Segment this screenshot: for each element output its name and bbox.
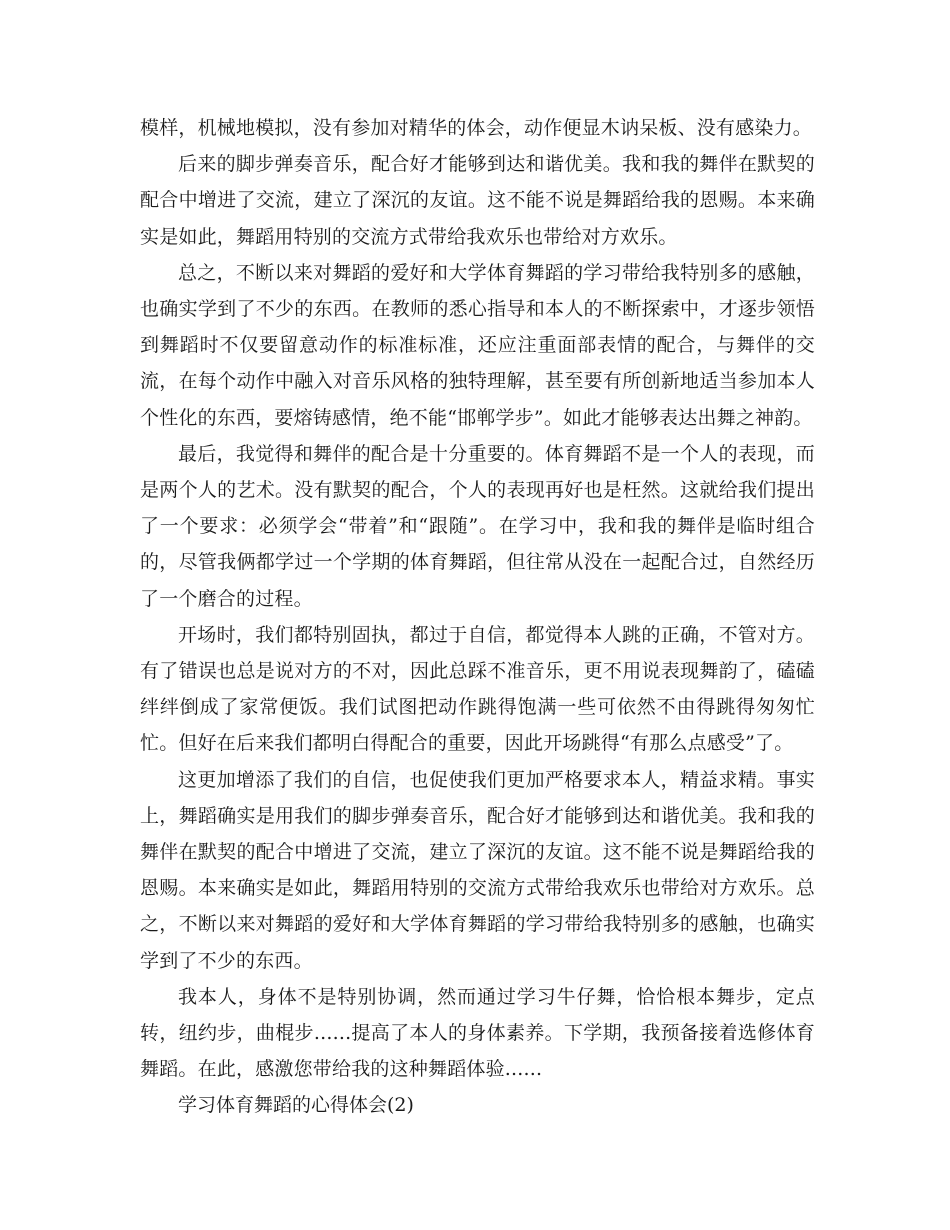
paragraph: 总之，不断以来对舞蹈的爱好和大学体育舞蹈的学习带给我特别多的感触，也确实学到了不少的东西。在教师的悉心指导和本人的不断探索中，才逐步领悟到舞蹈时不仅要留意动作的标准标准，还应注重面部表情的配合，与舞伴的交流，在每个动作中融入对音乐风格的独特理解，甚至要有所创新地适当参加本人个性化的东西，要熔铸感情，绝不能“邯郸学步”。如此才能够表达出舞之神韵。: [140, 261, 815, 429]
paragraph: 开场时，我们都特别固执，都过于自信，都觉得本人跳的正确，不管对方。有了错误也总是说对方的不对，因此总踩不准音乐，更不用说表现舞韵了，磕磕绊绊倒成了家常便饭。我们试图把动作跳得饱满一些可依然不由得跳得匆匆忙忙。但好在后来我们都明白得配合的重要，因此开场跳得“有那么点感受”了。: [140, 623, 815, 755]
paragraph: 最后，我觉得和舞伴的配合是十分重要的。体育舞蹈不是一个人的表现，而是两个人的艺术。没有默契的配合，个人的表现再好也是枉然。这就给我们提出了一个要求：必须学会“带着”和“跟随”。在学习中，我和我的舞伴是临时组合的，尽管我俩都学过一个学期的体育舞蹈，但往常从没在一起配合过，自然经历了一个磨合的过程。: [140, 442, 815, 610]
paragraph: 我本人，身体不是特别协调，然而通过学习牛仔舞，恰恰根本舞步，定点转，纽约步，曲棍步......提高了本人的身体素养。下学期，我预备接着选修体育舞蹈。在此，感激您带给我的这种舞蹈体验......: [140, 985, 815, 1081]
paragraph-continued: 模样，机械地模拟，没有参加对精华的体会，动作便显木讷呆板、没有感染力。: [140, 117, 813, 139]
paragraph: 后来的脚步弹奏音乐，配合好才能够到达和谐优美。我和我的舞伴在默契的配合中增进了交流，建立了深沉的友谊。这不能不说是舞蹈给我的恩赐。本来确实是如此，舞蹈用特别的交流方式带给我欢乐也带给对方欢乐。: [140, 153, 815, 248]
document-page: [140, 110, 815, 1124]
section-heading: 学习体育舞蹈的心得体会(2): [178, 1094, 414, 1117]
paragraph: 这更加增添了我们的自信，也促使我们更加严格要求本人，精益求精。事实上，舞蹈确实是用我们的脚步弹奏音乐，配合好才能够到达和谐优美。我和我的舞伴在默契的配合中增进了交流，建立了深沉的友谊。这不能不说是舞蹈给我的恩赐。本来确实是如此，舞蹈用特别的交流方式带给我欢乐也带给对方欢乐。总之，不断以来对舞蹈的爱好和大学体育舞蹈的学习带给我特别多的感触，也确实学到了不少的东西。: [140, 768, 815, 972]
